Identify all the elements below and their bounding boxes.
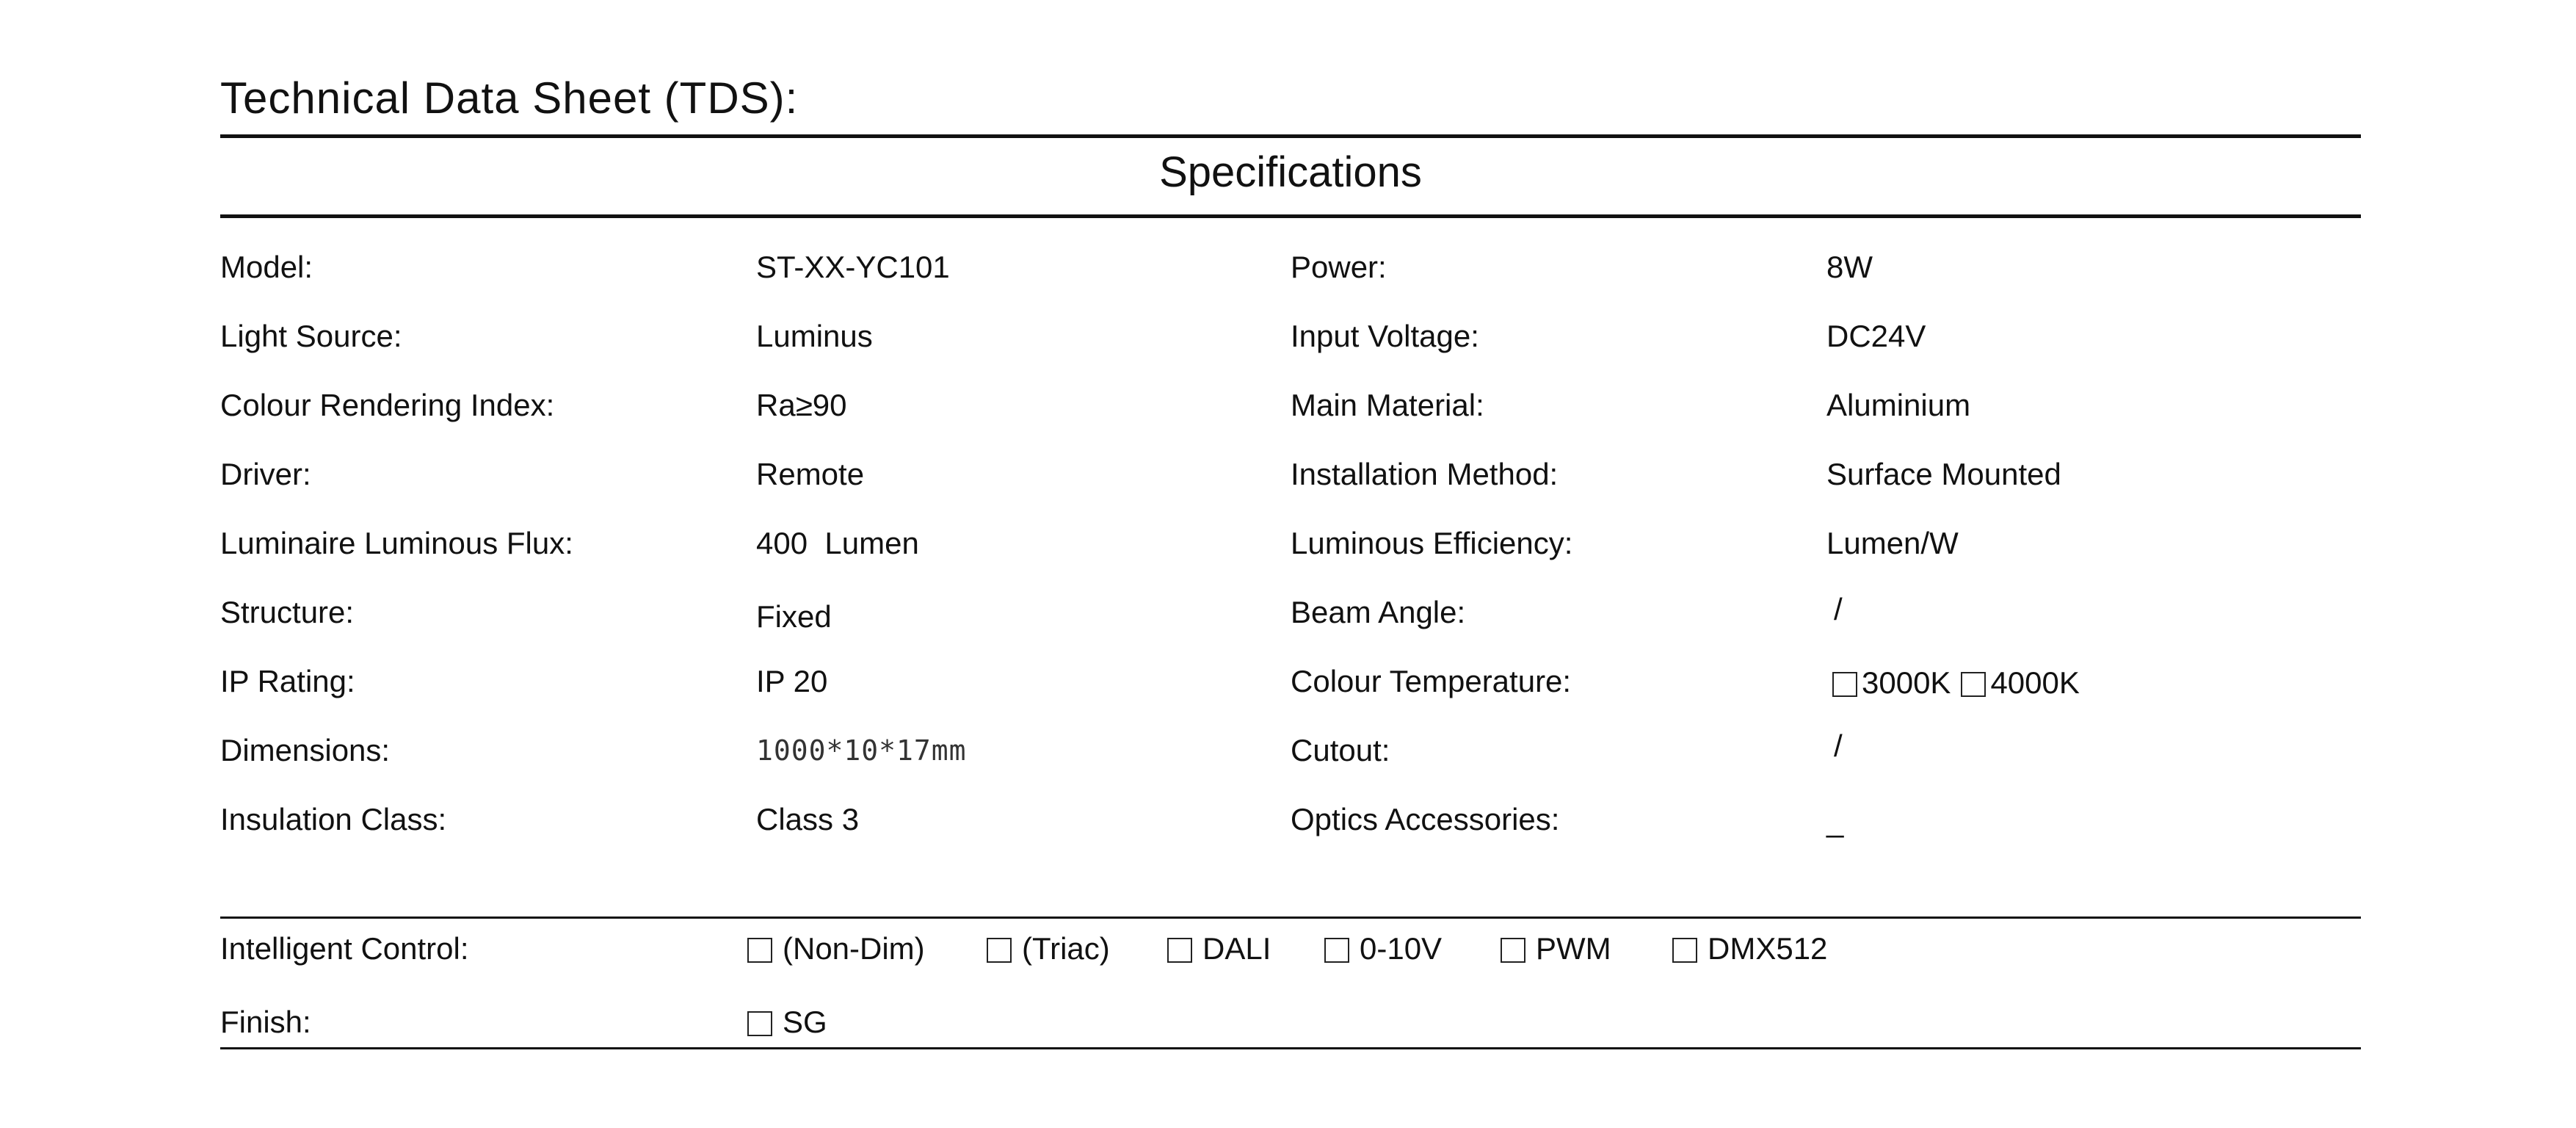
insulation-class-value: Class 3 [756, 802, 860, 836]
spec-row-insulation [220, 798, 2361, 842]
structure-label: Structure: [220, 595, 355, 629]
input-voltage-label: Input Voltage: [1291, 319, 1479, 353]
colour-temp-option-label: 3000K [1862, 665, 1951, 700]
control-option-label: (Triac) [1022, 931, 1110, 966]
light-source-value: Luminus [756, 319, 873, 353]
light-source-label: Light Source: [220, 319, 402, 353]
spec-row-ip-rating [220, 659, 2361, 704]
driver-value: Remote [756, 457, 865, 491]
page-title: Technical Data Sheet (TDS): [220, 73, 799, 123]
control-option-label: 0-10V [1360, 931, 1443, 966]
cutout-label: Cutout: [1291, 733, 1390, 767]
control-option-label: DALI [1202, 931, 1271, 966]
checkbox-icon[interactable] [747, 1011, 772, 1036]
main-material-label: Main Material: [1291, 388, 1484, 422]
input-voltage-value: DC24V [1826, 319, 1926, 353]
dimensions-label: Dimensions: [220, 733, 391, 767]
control-option-dali[interactable] [1167, 927, 1271, 971]
checkbox-icon[interactable] [1672, 938, 1697, 963]
luminous-flux-label: Luminaire Luminous Flux: [220, 526, 573, 560]
power-label: Power: [1291, 250, 1387, 284]
control-option-label: (Non-Dim) [783, 931, 925, 966]
control-option-dmx512[interactable] [1672, 927, 1827, 971]
luminous-efficiency-label: Luminous Efficiency: [1291, 526, 1573, 560]
finish-option-sg[interactable] [747, 1000, 827, 1044]
optics-accessories-label: Optics Accessories: [1291, 802, 1560, 836]
spec-row-model [220, 245, 2361, 289]
cri-value: Ra≥90 [756, 388, 847, 422]
insulation-class-label: Insulation Class: [220, 802, 447, 836]
intelligent-control-label: Intelligent Control: [220, 931, 469, 966]
installation-method-value: Surface Mounted [1826, 457, 2061, 491]
model-value: ST-XX-YC101 [756, 250, 950, 284]
spec-row-driver [220, 452, 2361, 496]
spec-row-light-source [220, 314, 2361, 358]
intelligent-control-row [220, 927, 2361, 971]
colour-temperature-options [1832, 661, 2090, 705]
checkbox-icon[interactable] [1324, 938, 1349, 963]
control-option-label: PWM [1536, 931, 1611, 966]
colour-temperature-label: Colour Temperature: [1291, 664, 1572, 698]
colour-temp-option-3000k[interactable] [1832, 661, 1951, 705]
spec-row-dimensions [220, 728, 2361, 773]
control-option-non-dim[interactable] [747, 927, 925, 971]
specifications-heading: Specifications [1159, 148, 1422, 196]
heading-divider [220, 214, 2361, 218]
controls-bottom-divider [220, 1047, 2361, 1049]
installation-method-label: Installation Method: [1291, 457, 1559, 491]
control-option-pwm[interactable] [1501, 927, 1611, 971]
ip-rating-value: IP 20 [756, 664, 828, 698]
finish-row [220, 1000, 2361, 1044]
title-divider [220, 134, 2361, 138]
spec-row-structure [220, 590, 2361, 634]
finish-option-label: SG [783, 1005, 827, 1039]
checkbox-icon[interactable] [1832, 672, 1857, 697]
beam-angle-label: Beam Angle: [1291, 595, 1466, 629]
cri-label: Colour Rendering Index: [220, 388, 555, 422]
spec-row-luminous-flux [220, 521, 2361, 565]
technical-data-sheet [220, 0, 2361, 1128]
colour-temp-option-4000k[interactable] [1961, 661, 2079, 705]
dimensions-value: 1000*10*17mm [756, 734, 967, 767]
spec-row-cri [220, 383, 2361, 427]
main-material-value: Aluminium [1826, 388, 1971, 422]
control-option-label: DMX512 [1708, 931, 1828, 966]
beam-angle-value: / [1834, 592, 1843, 626]
luminous-efficiency-value: Lumen/W [1826, 526, 1959, 560]
checkbox-icon[interactable] [747, 938, 772, 963]
checkbox-icon[interactable] [1167, 938, 1192, 963]
control-option-triac[interactable] [987, 927, 1110, 971]
checkbox-icon[interactable] [987, 938, 1012, 963]
power-value: 8W [1826, 250, 1873, 284]
driver-label: Driver: [220, 457, 311, 491]
control-option-0-10v[interactable] [1324, 927, 1442, 971]
checkbox-icon[interactable] [1501, 938, 1525, 963]
checkbox-icon[interactable] [1961, 672, 1986, 697]
cutout-value: / [1834, 728, 1843, 763]
colour-temp-option-label: 4000K [1990, 665, 2080, 700]
model-label: Model: [220, 250, 313, 284]
finish-label: Finish: [220, 1005, 311, 1039]
luminous-flux-value: 400 Lumen [756, 526, 919, 560]
ip-rating-label: IP Rating: [220, 664, 355, 698]
structure-value: Fixed [756, 599, 832, 634]
optics-accessories-value: _ [1826, 803, 1844, 838]
controls-top-divider [220, 916, 2361, 919]
